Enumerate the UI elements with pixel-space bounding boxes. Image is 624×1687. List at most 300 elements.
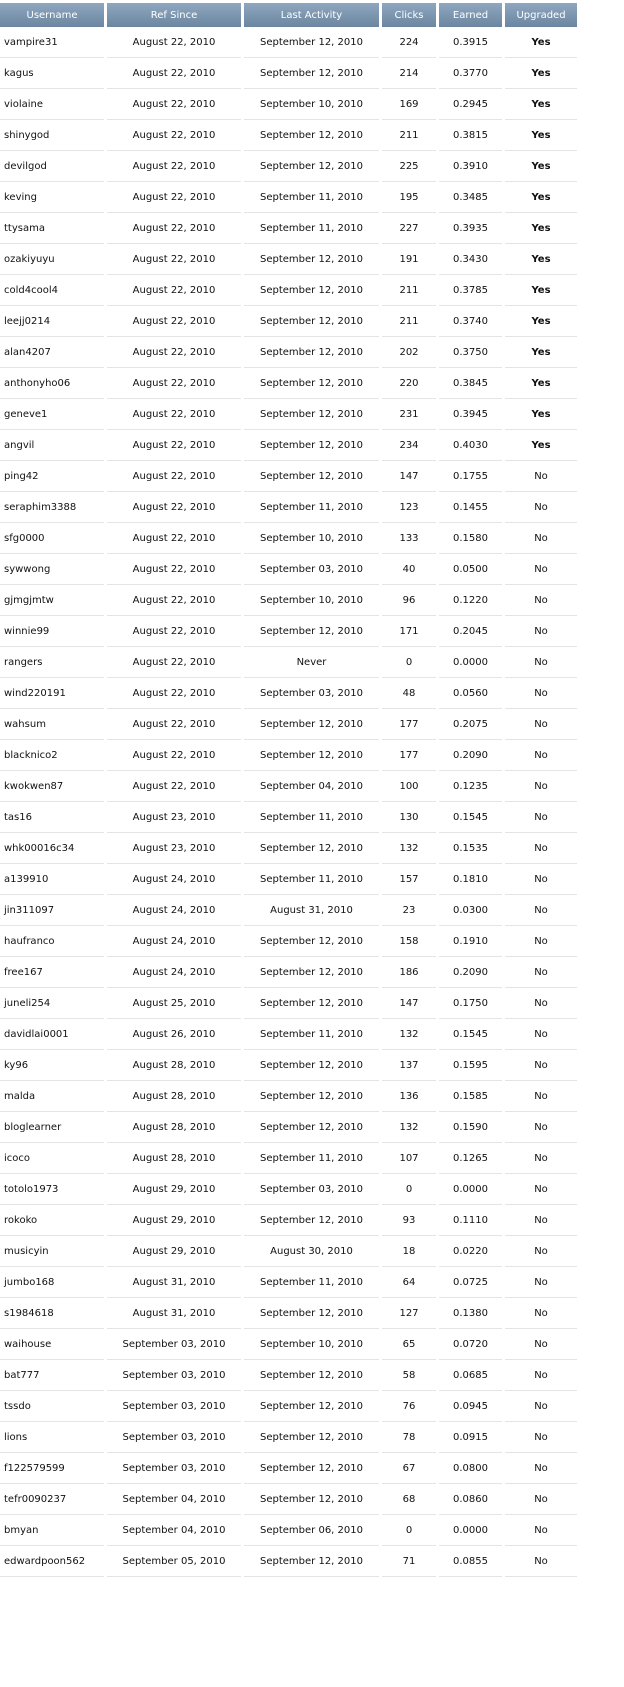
cell-clicks: 211	[382, 275, 436, 306]
cell-last-activity: September 12, 2010	[244, 988, 379, 1019]
cell-username: winnie99	[0, 616, 104, 647]
cell-upgraded: Yes	[505, 120, 577, 151]
cell-earned: 0.1545	[439, 1019, 502, 1050]
cell-earned: 0.1750	[439, 988, 502, 1019]
cell-clicks: 0	[382, 1174, 436, 1205]
table-row	[0, 120, 577, 151]
cell-earned: 0.0220	[439, 1236, 502, 1267]
cell-username: bat777	[0, 1360, 104, 1391]
cell-upgraded: No	[505, 1329, 577, 1360]
cell-upgraded: No	[505, 988, 577, 1019]
cell-username: violaine	[0, 89, 104, 120]
table-row	[0, 926, 577, 957]
cell-ref-since: August 22, 2010	[107, 213, 241, 244]
cell-ref-since: September 03, 2010	[107, 1453, 241, 1484]
cell-clicks: 0	[382, 1515, 436, 1546]
cell-last-activity: August 30, 2010	[244, 1236, 379, 1267]
cell-clicks: 186	[382, 957, 436, 988]
cell-username: gjmgjmtw	[0, 585, 104, 616]
cell-clicks: 225	[382, 151, 436, 182]
cell-username: keving	[0, 182, 104, 213]
table-row	[0, 1391, 577, 1422]
cell-clicks: 177	[382, 709, 436, 740]
cell-clicks: 171	[382, 616, 436, 647]
table-row	[0, 1546, 577, 1577]
cell-upgraded: Yes	[505, 368, 577, 399]
cell-earned: 0.0560	[439, 678, 502, 709]
cell-last-activity: September 12, 2010	[244, 957, 379, 988]
cell-username: tefr0090237	[0, 1484, 104, 1515]
cell-upgraded: No	[505, 1174, 577, 1205]
cell-clicks: 107	[382, 1143, 436, 1174]
cell-username: lions	[0, 1422, 104, 1453]
cell-clicks: 123	[382, 492, 436, 523]
cell-upgraded: No	[505, 1205, 577, 1236]
table-row	[0, 151, 577, 182]
cell-username: kagus	[0, 58, 104, 89]
cell-clicks: 234	[382, 430, 436, 461]
cell-ref-since: August 22, 2010	[107, 678, 241, 709]
cell-upgraded: Yes	[505, 275, 577, 306]
cell-earned: 0.3815	[439, 120, 502, 151]
cell-earned: 0.0000	[439, 1515, 502, 1546]
cell-earned: 0.2075	[439, 709, 502, 740]
cell-ref-since: August 22, 2010	[107, 182, 241, 213]
cell-ref-since: August 24, 2010	[107, 926, 241, 957]
cell-ref-since: August 22, 2010	[107, 771, 241, 802]
table-row	[0, 182, 577, 213]
cell-upgraded: Yes	[505, 27, 577, 58]
cell-username: tas16	[0, 802, 104, 833]
table-row	[0, 1236, 577, 1267]
cell-clicks: 65	[382, 1329, 436, 1360]
cell-earned: 0.3750	[439, 337, 502, 368]
cell-upgraded: Yes	[505, 151, 577, 182]
cell-clicks: 78	[382, 1422, 436, 1453]
cell-last-activity: September 12, 2010	[244, 151, 379, 182]
table-header-row	[0, 3, 577, 27]
table-row	[0, 1453, 577, 1484]
cell-username: ozakiyuyu	[0, 244, 104, 275]
table-row	[0, 1360, 577, 1391]
cell-username: free167	[0, 957, 104, 988]
cell-ref-since: August 22, 2010	[107, 89, 241, 120]
cell-earned: 0.0300	[439, 895, 502, 926]
cell-clicks: 68	[382, 1484, 436, 1515]
cell-username: shinygod	[0, 120, 104, 151]
cell-username: sfg0000	[0, 523, 104, 554]
cell-ref-since: August 22, 2010	[107, 740, 241, 771]
header-ref-since[interactable]: Ref Since	[107, 3, 241, 27]
cell-username: ping42	[0, 461, 104, 492]
cell-ref-since: August 28, 2010	[107, 1081, 241, 1112]
cell-username: wahsum	[0, 709, 104, 740]
cell-ref-since: September 03, 2010	[107, 1360, 241, 1391]
cell-username: icoco	[0, 1143, 104, 1174]
cell-username: totolo1973	[0, 1174, 104, 1205]
cell-clicks: 64	[382, 1267, 436, 1298]
cell-upgraded: Yes	[505, 213, 577, 244]
cell-ref-since: August 23, 2010	[107, 833, 241, 864]
table-row	[0, 399, 577, 430]
cell-ref-since: August 22, 2010	[107, 151, 241, 182]
cell-earned: 0.0685	[439, 1360, 502, 1391]
cell-clicks: 202	[382, 337, 436, 368]
referrals-table	[0, 3, 580, 1577]
table-row	[0, 833, 577, 864]
cell-clicks: 71	[382, 1546, 436, 1577]
cell-earned: 0.3845	[439, 368, 502, 399]
cell-username: jumbo168	[0, 1267, 104, 1298]
cell-last-activity: September 12, 2010	[244, 1484, 379, 1515]
cell-earned: 0.2090	[439, 957, 502, 988]
cell-ref-since: August 24, 2010	[107, 864, 241, 895]
table-row	[0, 58, 577, 89]
cell-earned: 0.1110	[439, 1205, 502, 1236]
cell-upgraded: No	[505, 616, 577, 647]
cell-username: vampire31	[0, 27, 104, 58]
cell-upgraded: Yes	[505, 306, 577, 337]
cell-clicks: 48	[382, 678, 436, 709]
cell-upgraded: No	[505, 585, 577, 616]
cell-username: kwokwen87	[0, 771, 104, 802]
cell-last-activity: September 12, 2010	[244, 833, 379, 864]
cell-upgraded: No	[505, 740, 577, 771]
cell-clicks: 23	[382, 895, 436, 926]
cell-upgraded: Yes	[505, 89, 577, 120]
cell-last-activity: September 12, 2010	[244, 337, 379, 368]
cell-last-activity: September 12, 2010	[244, 275, 379, 306]
cell-earned: 0.1380	[439, 1298, 502, 1329]
table-body	[0, 27, 577, 1577]
table-row	[0, 213, 577, 244]
table-row	[0, 430, 577, 461]
cell-clicks: 76	[382, 1391, 436, 1422]
cell-last-activity: September 03, 2010	[244, 678, 379, 709]
table-row	[0, 988, 577, 1019]
cell-clicks: 214	[382, 58, 436, 89]
cell-last-activity: September 10, 2010	[244, 1329, 379, 1360]
cell-earned: 0.0725	[439, 1267, 502, 1298]
cell-last-activity: September 12, 2010	[244, 1050, 379, 1081]
cell-last-activity: September 12, 2010	[244, 740, 379, 771]
cell-last-activity: September 10, 2010	[244, 585, 379, 616]
cell-last-activity: Never	[244, 647, 379, 678]
cell-last-activity: September 12, 2010	[244, 27, 379, 58]
cell-clicks: 136	[382, 1081, 436, 1112]
cell-clicks: 211	[382, 306, 436, 337]
cell-upgraded: No	[505, 492, 577, 523]
cell-earned: 0.0800	[439, 1453, 502, 1484]
cell-last-activity: September 12, 2010	[244, 461, 379, 492]
table-row	[0, 1112, 577, 1143]
cell-last-activity: September 11, 2010	[244, 182, 379, 213]
cell-upgraded: No	[505, 1546, 577, 1577]
cell-upgraded: Yes	[505, 337, 577, 368]
cell-username: devilgod	[0, 151, 104, 182]
cell-clicks: 132	[382, 833, 436, 864]
cell-clicks: 158	[382, 926, 436, 957]
cell-earned: 0.0860	[439, 1484, 502, 1515]
cell-username: rangers	[0, 647, 104, 678]
cell-upgraded: Yes	[505, 58, 577, 89]
cell-earned: 0.0855	[439, 1546, 502, 1577]
cell-ref-since: August 22, 2010	[107, 306, 241, 337]
header-username[interactable]: Username	[0, 3, 104, 27]
cell-clicks: 40	[382, 554, 436, 585]
cell-last-activity: September 11, 2010	[244, 492, 379, 523]
cell-ref-since: September 04, 2010	[107, 1515, 241, 1546]
cell-username: bloglearner	[0, 1112, 104, 1143]
cell-clicks: 220	[382, 368, 436, 399]
cell-ref-since: August 24, 2010	[107, 957, 241, 988]
cell-earned: 0.1755	[439, 461, 502, 492]
cell-ref-since: August 22, 2010	[107, 27, 241, 58]
cell-username: edwardpoon562	[0, 1546, 104, 1577]
cell-ref-since: August 22, 2010	[107, 244, 241, 275]
cell-last-activity: September 11, 2010	[244, 1267, 379, 1298]
cell-earned: 0.3915	[439, 27, 502, 58]
cell-upgraded: No	[505, 647, 577, 678]
cell-upgraded: Yes	[505, 244, 577, 275]
cell-username: malda	[0, 1081, 104, 1112]
cell-upgraded: No	[505, 523, 577, 554]
cell-upgraded: No	[505, 802, 577, 833]
cell-username: haufranco	[0, 926, 104, 957]
cell-username: anthonyho06	[0, 368, 104, 399]
header-upgraded[interactable]: Upgraded	[505, 3, 577, 27]
cell-username: blacknico2	[0, 740, 104, 771]
cell-upgraded: No	[505, 678, 577, 709]
cell-ref-since: August 22, 2010	[107, 492, 241, 523]
cell-last-activity: September 03, 2010	[244, 1174, 379, 1205]
cell-earned: 0.3785	[439, 275, 502, 306]
cell-earned: 0.3430	[439, 244, 502, 275]
cell-last-activity: September 12, 2010	[244, 1422, 379, 1453]
table-row	[0, 461, 577, 492]
table-row	[0, 275, 577, 306]
cell-earned: 0.1910	[439, 926, 502, 957]
cell-ref-since: September 03, 2010	[107, 1422, 241, 1453]
cell-clicks: 58	[382, 1360, 436, 1391]
cell-last-activity: September 03, 2010	[244, 554, 379, 585]
cell-earned: 0.3770	[439, 58, 502, 89]
cell-ref-since: August 22, 2010	[107, 58, 241, 89]
cell-clicks: 130	[382, 802, 436, 833]
header-clicks[interactable]: Clicks	[382, 3, 436, 27]
cell-clicks: 147	[382, 461, 436, 492]
cell-ref-since: August 22, 2010	[107, 461, 241, 492]
cell-upgraded: No	[505, 554, 577, 585]
cell-clicks: 137	[382, 1050, 436, 1081]
cell-last-activity: September 11, 2010	[244, 213, 379, 244]
cell-last-activity: September 12, 2010	[244, 1298, 379, 1329]
cell-username: musicyin	[0, 1236, 104, 1267]
cell-username: ttysama	[0, 213, 104, 244]
cell-earned: 0.1810	[439, 864, 502, 895]
cell-earned: 0.1590	[439, 1112, 502, 1143]
cell-username: s1984618	[0, 1298, 104, 1329]
table-row	[0, 337, 577, 368]
table-row	[0, 957, 577, 988]
cell-upgraded: No	[505, 1391, 577, 1422]
cell-ref-since: September 03, 2010	[107, 1329, 241, 1360]
cell-earned: 0.2045	[439, 616, 502, 647]
cell-earned: 0.4030	[439, 430, 502, 461]
cell-upgraded: No	[505, 709, 577, 740]
cell-upgraded: Yes	[505, 182, 577, 213]
cell-clicks: 132	[382, 1019, 436, 1050]
cell-clicks: 195	[382, 182, 436, 213]
cell-ref-since: August 29, 2010	[107, 1174, 241, 1205]
table-row	[0, 306, 577, 337]
cell-clicks: 147	[382, 988, 436, 1019]
cell-ref-since: August 22, 2010	[107, 120, 241, 151]
cell-ref-since: August 31, 2010	[107, 1267, 241, 1298]
cell-username: tssdo	[0, 1391, 104, 1422]
cell-earned: 0.3485	[439, 182, 502, 213]
table-row	[0, 1329, 577, 1360]
cell-username: leejj0214	[0, 306, 104, 337]
cell-ref-since: August 25, 2010	[107, 988, 241, 1019]
cell-clicks: 177	[382, 740, 436, 771]
cell-ref-since: August 22, 2010	[107, 585, 241, 616]
cell-earned: 0.1585	[439, 1081, 502, 1112]
table-row	[0, 89, 577, 120]
cell-last-activity: September 12, 2010	[244, 430, 379, 461]
cell-username: seraphim3388	[0, 492, 104, 523]
cell-ref-since: September 04, 2010	[107, 1484, 241, 1515]
cell-upgraded: No	[505, 1360, 577, 1391]
cell-last-activity: September 12, 2010	[244, 1391, 379, 1422]
cell-ref-since: September 03, 2010	[107, 1391, 241, 1422]
cell-clicks: 231	[382, 399, 436, 430]
cell-upgraded: No	[505, 1515, 577, 1546]
cell-last-activity: September 12, 2010	[244, 616, 379, 647]
cell-upgraded: No	[505, 1298, 577, 1329]
cell-upgraded: No	[505, 1112, 577, 1143]
cell-username: ky96	[0, 1050, 104, 1081]
cell-upgraded: No	[505, 1422, 577, 1453]
cell-last-activity: September 12, 2010	[244, 926, 379, 957]
cell-last-activity: September 12, 2010	[244, 120, 379, 151]
cell-ref-since: August 22, 2010	[107, 616, 241, 647]
cell-clicks: 67	[382, 1453, 436, 1484]
table-row	[0, 616, 577, 647]
cell-clicks: 127	[382, 1298, 436, 1329]
cell-last-activity: September 12, 2010	[244, 1546, 379, 1577]
table-row	[0, 1081, 577, 1112]
cell-clicks: 169	[382, 89, 436, 120]
cell-last-activity: September 11, 2010	[244, 1143, 379, 1174]
cell-last-activity: September 12, 2010	[244, 399, 379, 430]
table-row	[0, 27, 577, 58]
cell-username: davidlai0001	[0, 1019, 104, 1050]
cell-clicks: 96	[382, 585, 436, 616]
cell-username: wind220191	[0, 678, 104, 709]
cell-last-activity: September 12, 2010	[244, 1081, 379, 1112]
cell-clicks: 224	[382, 27, 436, 58]
cell-clicks: 93	[382, 1205, 436, 1236]
cell-ref-since: August 22, 2010	[107, 709, 241, 740]
cell-earned: 0.0000	[439, 1174, 502, 1205]
cell-last-activity: September 12, 2010	[244, 1453, 379, 1484]
cell-earned: 0.1595	[439, 1050, 502, 1081]
cell-ref-since: August 22, 2010	[107, 430, 241, 461]
cell-username: rokoko	[0, 1205, 104, 1236]
table-row	[0, 864, 577, 895]
table-row	[0, 740, 577, 771]
table-row	[0, 1484, 577, 1515]
cell-earned: 0.1455	[439, 492, 502, 523]
cell-clicks: 227	[382, 213, 436, 244]
table-row	[0, 709, 577, 740]
cell-username: jin311097	[0, 895, 104, 926]
cell-upgraded: No	[505, 1081, 577, 1112]
header-last-activity[interactable]: Last Activity	[244, 3, 379, 27]
cell-clicks: 191	[382, 244, 436, 275]
cell-last-activity: September 04, 2010	[244, 771, 379, 802]
cell-earned: 0.1265	[439, 1143, 502, 1174]
table-row	[0, 1143, 577, 1174]
cell-earned: 0.3935	[439, 213, 502, 244]
cell-username: juneli254	[0, 988, 104, 1019]
cell-upgraded: No	[505, 895, 577, 926]
table-row	[0, 523, 577, 554]
cell-ref-since: August 22, 2010	[107, 368, 241, 399]
cell-clicks: 211	[382, 120, 436, 151]
cell-username: angvil	[0, 430, 104, 461]
cell-last-activity: September 12, 2010	[244, 306, 379, 337]
table-row	[0, 1205, 577, 1236]
cell-last-activity: September 12, 2010	[244, 368, 379, 399]
cell-ref-since: August 22, 2010	[107, 647, 241, 678]
cell-ref-since: August 22, 2010	[107, 337, 241, 368]
cell-earned: 0.3910	[439, 151, 502, 182]
cell-earned: 0.0000	[439, 647, 502, 678]
cell-earned: 0.1235	[439, 771, 502, 802]
cell-clicks: 100	[382, 771, 436, 802]
cell-ref-since: August 23, 2010	[107, 802, 241, 833]
cell-ref-since: August 22, 2010	[107, 399, 241, 430]
cell-upgraded: No	[505, 1267, 577, 1298]
header-earned[interactable]: Earned	[439, 3, 502, 27]
cell-upgraded: No	[505, 957, 577, 988]
table-row	[0, 1298, 577, 1329]
table-row	[0, 802, 577, 833]
cell-username: whk00016c34	[0, 833, 104, 864]
cell-last-activity: September 11, 2010	[244, 802, 379, 833]
cell-earned: 0.2090	[439, 740, 502, 771]
cell-last-activity: September 11, 2010	[244, 1019, 379, 1050]
cell-earned: 0.1580	[439, 523, 502, 554]
cell-username: waihouse	[0, 1329, 104, 1360]
cell-earned: 0.3740	[439, 306, 502, 337]
cell-last-activity: September 12, 2010	[244, 58, 379, 89]
cell-earned: 0.0945	[439, 1391, 502, 1422]
cell-last-activity: September 12, 2010	[244, 1360, 379, 1391]
cell-earned: 0.2945	[439, 89, 502, 120]
cell-earned: 0.0500	[439, 554, 502, 585]
cell-last-activity: September 12, 2010	[244, 709, 379, 740]
cell-clicks: 0	[382, 647, 436, 678]
cell-last-activity: September 10, 2010	[244, 89, 379, 120]
table-row	[0, 1422, 577, 1453]
cell-upgraded: No	[505, 926, 577, 957]
table-row	[0, 554, 577, 585]
cell-clicks: 132	[382, 1112, 436, 1143]
table-row	[0, 585, 577, 616]
